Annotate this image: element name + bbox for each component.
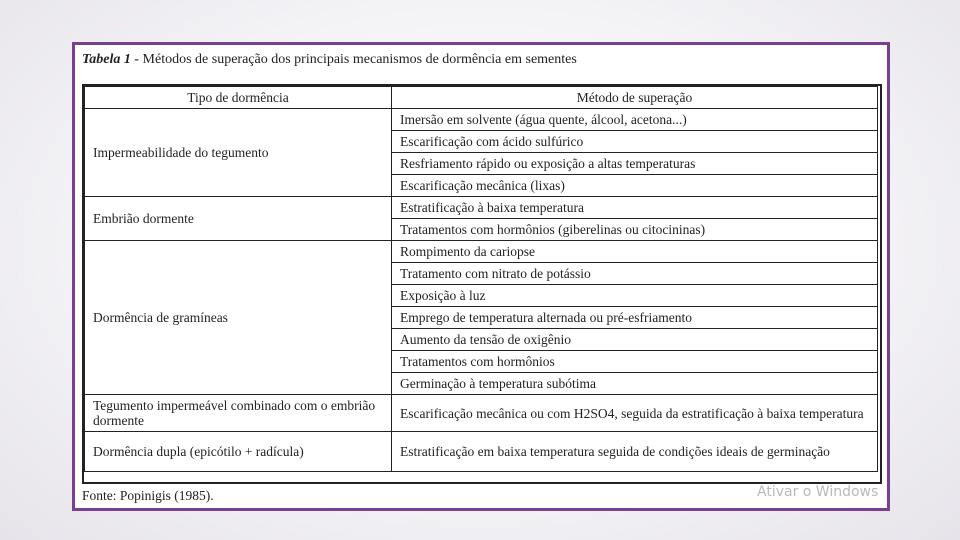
- dormancy-type-cell: Embrião dormente: [85, 197, 392, 241]
- caption-text: Métodos de superação dos principais mecanismos de dormência em sementes: [139, 52, 577, 67]
- slide-frame: [72, 42, 890, 511]
- header-overcoming-method: Método de superação: [392, 87, 878, 109]
- method-cell: Tratamento com nitrato de potássio: [392, 263, 878, 285]
- method-cell: Estratificação em baixa temperatura seguida de condições ideais de germinação: [392, 432, 878, 472]
- windows-activation-watermark: Ativar o Windows: [757, 484, 879, 500]
- method-cell: Resfriamento rápido ou exposição a altas temperaturas: [392, 153, 878, 175]
- method-cell: Tratamentos com hormônios (giberelinas ou citocininas): [392, 219, 878, 241]
- method-cell: Emprego de temperatura alternada ou pré-esfriamento: [392, 307, 878, 329]
- method-cell: Estratificação à baixa temperatura: [392, 197, 878, 219]
- method-cell: Rompimento da cariopse: [392, 241, 878, 263]
- header-dormancy-type: Tipo de dormência: [85, 87, 392, 109]
- dormancy-type-cell: Tegumento impermeável combinado com o embrião dormente: [85, 395, 392, 432]
- method-cell: Imersão em solvente (água quente, álcool, acetona...): [392, 109, 878, 131]
- method-cell: Aumento da tensão de oxigênio: [392, 329, 878, 351]
- dormancy-type-cell: Impermeabilidade do tegumento: [85, 109, 392, 197]
- table-row: [85, 197, 878, 219]
- table-row: [85, 395, 878, 432]
- method-cell: Germinação à temperatura subótima: [392, 373, 878, 395]
- method-cell: Exposição à luz: [392, 285, 878, 307]
- method-cell: Escarificação mecânica ou com H2SO4, seguida da estratificação à baixa temperatura: [392, 395, 878, 432]
- table-row: [85, 432, 878, 472]
- table-row: [85, 109, 878, 131]
- dormancy-table: [84, 86, 878, 472]
- dormancy-type-cell: Dormência dupla (epicótilo + radícula): [85, 432, 392, 472]
- dormancy-type-cell: Dormência de gramíneas: [85, 241, 392, 395]
- method-cell: Tratamentos com hormônios: [392, 351, 878, 373]
- table-caption: [82, 52, 577, 68]
- caption-label: Tabela 1 -: [82, 52, 140, 67]
- table-row: [85, 241, 878, 263]
- method-cell: Escarificação mecânica (lixas): [392, 175, 878, 197]
- table-header-row: [85, 87, 878, 109]
- method-cell: Escarificação com ácido sulfúrico: [392, 131, 878, 153]
- dormancy-table-container: [82, 84, 882, 484]
- table-source: Fonte: Popinigis (1985).: [82, 488, 214, 503]
